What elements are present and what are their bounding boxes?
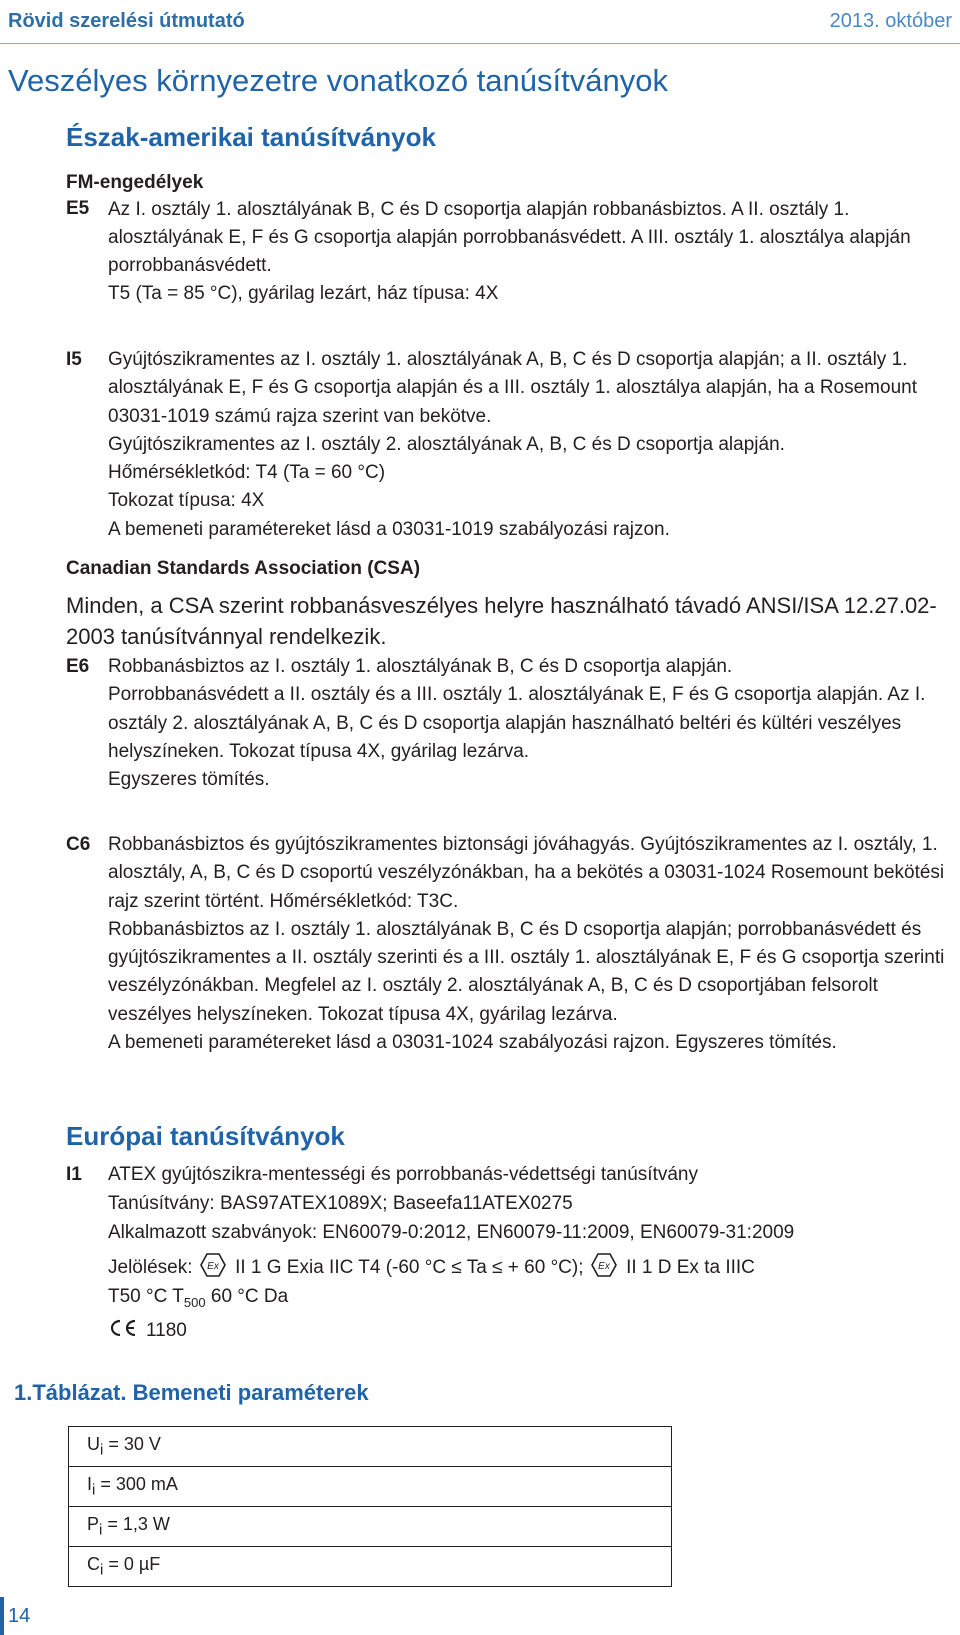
- markings-label: Jelölések:: [108, 1257, 193, 1279]
- code-e6: E6: [66, 656, 90, 677]
- ex-hexagon-icon: [200, 1253, 226, 1283]
- table-row: [69, 1467, 672, 1507]
- i1-markings: [108, 1253, 755, 1283]
- i1-line2: Tanúsítvány: BAS97ATEX1089X; Baseefa11ATEX0275: [108, 1193, 573, 1214]
- i1-line3: Alkalmazott szabványok: EN60079-0:2012, EN60079-11:2009, EN60079-31:2009: [108, 1222, 795, 1243]
- page-title: Veszélyes környezetre vonatkozó tanúsítványok: [8, 63, 668, 98]
- page-number-bar: [0, 1597, 4, 1635]
- table-title: 1.Táblázat. Bemeneti paraméterek: [14, 1380, 369, 1405]
- header-right: 2013. október: [829, 10, 952, 32]
- temp-subscript: 500: [183, 1294, 206, 1310]
- text-e5: Az I. osztály 1. alosztályának B, C és D csoportja alapján robbanásbiztos. A II. osztály 1. alosztályának E, F és G csoportja alapján porrobbanásvédett. A III. osztály 1. alosztálya alapján porrobbanásvédett. T5 (Ta = 85 °C), gyárilag lezárt, ház típusa: 4X: [108, 199, 911, 304]
- header-rule: [0, 43, 960, 44]
- svg-text:Ex: Ex: [206, 1261, 219, 1272]
- table-cell: $P_i = 1,3$ W: [69, 1507, 672, 1547]
- temp-text-a: T50 °C T: [108, 1286, 184, 1307]
- i1-line1: ATEX gyújtószikra-mentességi és porrobbanás-védettségi tanúsítvány: [108, 1164, 699, 1185]
- text-c6: Robbanásbiztos és gyújtószikramentes biztonsági jóváhagyás. Gyújtószikramentes az I. osztály, 1. alosztály, A, B, C és D csoportú veszélyzónákban, ha a bekötés a 03031-1024 Rosemount bekötési rajz szerint történt. Hőmérsékletkód: T3C. Robbanásbiztos az I. osztály 1. alosztályának B, C és D csoportja alapján; porrobbanásvédett és gyújtószikramentes a II. osztály szerinti és a III. osztály 1. alosztályának E, F és G csoportja szerinti veszélyzónákban. Megfelel az I. osztály 2. alosztályának A, B, C és D csoportjában felsorolt veszélyes helyszíneken. Tokozat típusa 4X, gyárilag lezárva. A bemeneti paramétereket lásd a 03031-1024 szabályozási rajzon. Egyszeres tömítés.: [108, 834, 945, 1054]
- text-i5: Gyújtószikramentes az I. osztály 1. alosztályának A, B, C és D csoportja alapján; a II. osztály 1. alosztályának E, F és G csoportja alapján és a III. osztály 1. alosztálya alapján, ha a Rosemount 03031-1019 számú rajza szerint van bekötve. Gyújtószikramentes az I. osztály 2. alosztályának A, B, C és D csoportja alapján. Hőmérsékletkód: T4 (Ta = 60 °C) Tokozat típusa: 4X A bemeneti paramétereket lásd a 03031-1019 szabályozási rajzon.: [108, 349, 917, 540]
- code-e5: E5: [66, 198, 90, 219]
- table-cell: $U_i = 30$ V: [69, 1427, 672, 1467]
- svg-text:Ex: Ex: [597, 1261, 610, 1272]
- fm-heading: FM-engedélyek: [66, 172, 204, 193]
- table-row: [69, 1427, 672, 1467]
- ex-hexagon-icon: [591, 1253, 617, 1283]
- csa-heading: Canadian Standards Association (CSA): [66, 558, 421, 579]
- input-parameters-table: [68, 1426, 672, 1587]
- table-row: [69, 1547, 672, 1587]
- code-i5: I5: [66, 349, 82, 370]
- code-i1: I1: [66, 1164, 82, 1185]
- ce-mark-icon: [108, 1318, 138, 1344]
- csa-intro: Minden, a CSA szerint robbanásveszélyes helyre használható távadó ANSI/ISA 12.27.02-2003 tanúsítvánnyal rendelkezik.: [66, 593, 937, 649]
- page-number: 14: [8, 1605, 31, 1627]
- section-heading-north-america: Észak-amerikai tanúsítványok: [66, 122, 436, 152]
- table-cell: $C_i = 0$ µF: [69, 1547, 672, 1587]
- text-e6: Robbanásbiztos az I. osztály 1. alosztályának B, C és D csoportja alapján. Porrobbanásvédett a II. osztály és a III. osztály 1. alosztályának E, F és G csoportja alapján. Az I. osztály 2. alosztályának A, B, C és D csoportja alapján használható beltéri és kültéri veszélyes helyszíneken. Tokozat típusa 4X, gyárilag lezárva. Egyszeres tömítés.: [108, 656, 926, 791]
- table-cell: $I_i = 300$ mA: [69, 1467, 672, 1507]
- marking-dust: II 1 D Ex ta IIIC: [626, 1257, 755, 1279]
- header-left: Rövid szerelési útmutató: [8, 10, 245, 32]
- ce-number: 1180: [146, 1320, 187, 1342]
- marking-gas: II 1 G Exia IIC T4 (-60 °C ≤ Ta ≤ + 60 °C);: [235, 1257, 584, 1279]
- section-heading-europe: Európai tanúsítványok: [66, 1121, 345, 1151]
- table-row: [69, 1507, 672, 1547]
- code-c6: C6: [66, 834, 91, 855]
- i1-temp-line: [108, 1286, 288, 1310]
- i1-ce-line: [108, 1318, 187, 1344]
- temp-text-b: 60 °C Da: [205, 1286, 289, 1307]
